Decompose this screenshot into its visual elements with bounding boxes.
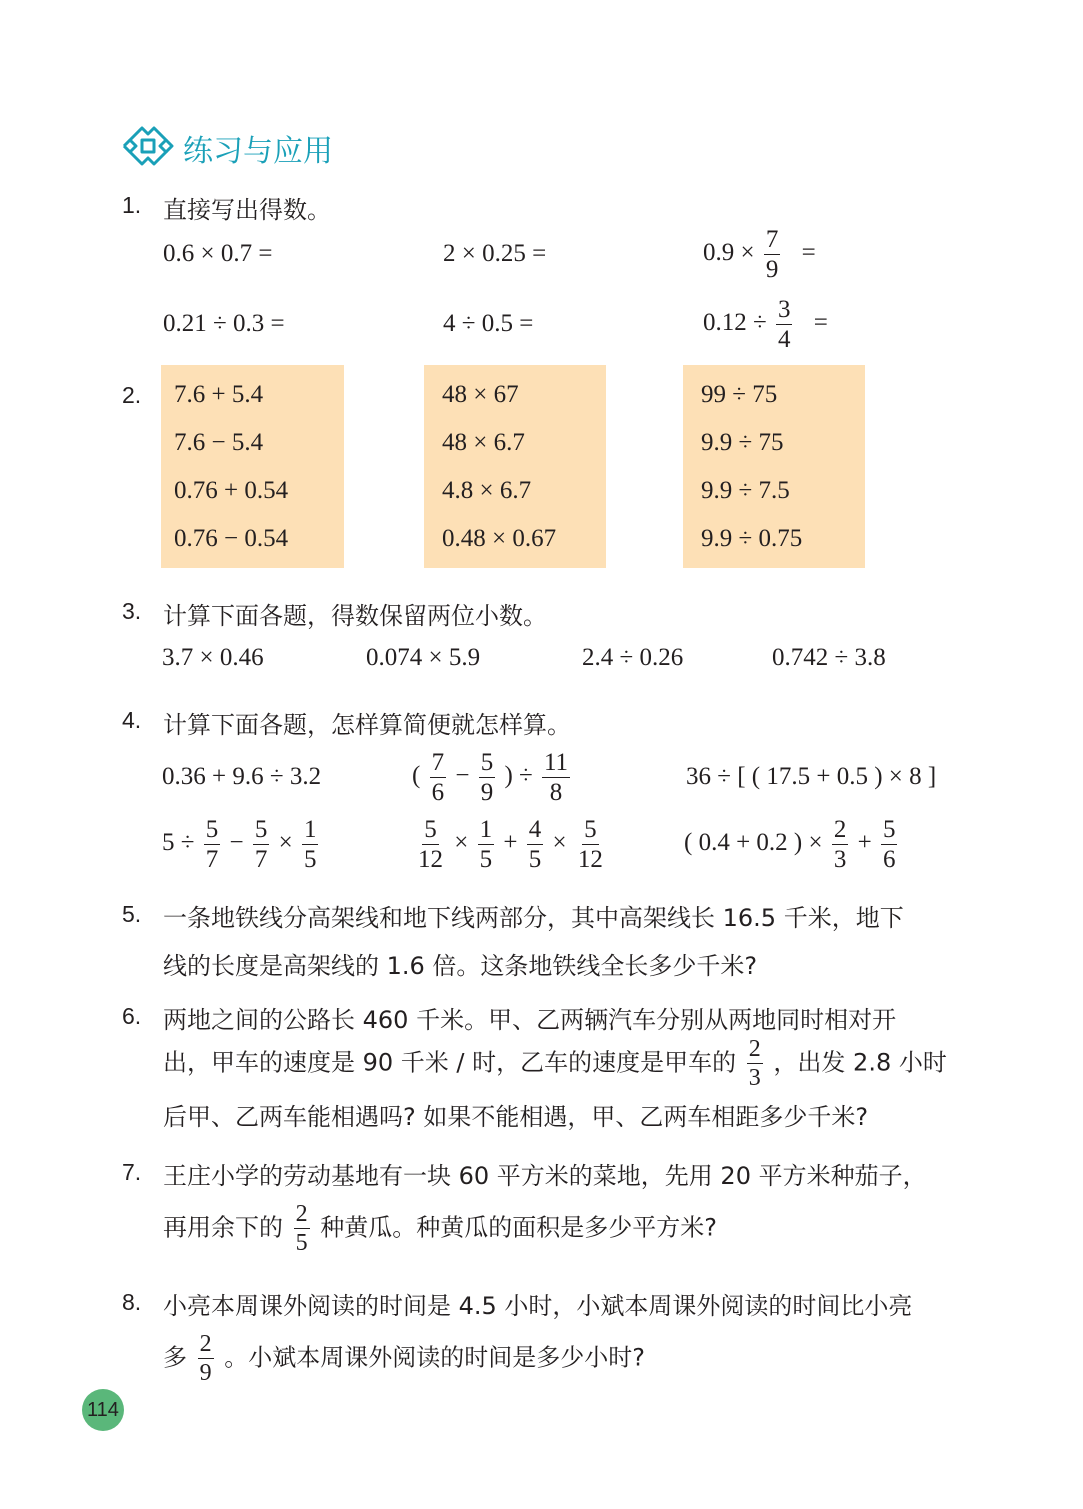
q4-text: 计算下面各题，怎样算简便就怎样算。 bbox=[163, 711, 571, 739]
q3-item: 0.742 ÷ 3.8 bbox=[772, 644, 886, 671]
q2-col2-item: 4.8 × 6.7 bbox=[442, 477, 532, 504]
q5-line1: 一条地铁线分高架线和地下线两部分，其中高架线长 16.5 千米，地下 bbox=[163, 904, 904, 932]
q2-col1-item: 0.76 + 0.54 bbox=[174, 477, 289, 504]
q7-number: 7. bbox=[122, 1159, 142, 1185]
q4-c: 36 ÷ [ ( 17.5 + 0.5 ) × 8 ] bbox=[686, 763, 937, 790]
q4-f: ( 0.4 + 0.2 ) × $\frac{2}{3}$ + $\frac{5}{6}$ bbox=[684, 816, 896, 873]
q3-item: 3.7 × 0.46 bbox=[162, 644, 264, 671]
q6-line3: 后甲、乙两车能相遇吗? 如果不能相遇，甲、乙两车相距多少千米? bbox=[163, 1103, 869, 1131]
q2-col3-item: 9.9 ÷ 75 bbox=[701, 429, 784, 456]
q4-d: 5 ÷ $\frac{5}{7}$ − $\frac{5}{7}$ × $\frac{1}{5}$ bbox=[162, 816, 317, 873]
q3-text: 计算下面各题，得数保留两位小数。 bbox=[163, 602, 547, 630]
q4-e: $\frac{5}{12}$ × $\frac{1}{5}$ + $\frac{4}{5}$ × $\frac{5}{12}$ bbox=[418, 816, 603, 873]
q1-r2c2: 4 ÷ 0.5 = bbox=[443, 310, 534, 337]
q2-col1-item: 7.6 + 5.4 bbox=[174, 381, 264, 408]
q2-col2-item: 0.48 × 0.67 bbox=[442, 525, 557, 552]
q2-number: 2. bbox=[122, 382, 142, 408]
q8-line2: 多 $\frac{2}{9}$ 。小斌本周课外阅读的时间是多少小时? bbox=[163, 1331, 646, 1386]
q2-col3-item: 9.9 ÷ 0.75 bbox=[701, 525, 803, 552]
puzzle-icon bbox=[120, 118, 176, 172]
q6-line2: 出，甲车的速度是 90 千米 / 时，乙车的速度是甲车的 $\frac{2}{3}$ ，出发 2.8 小时 bbox=[163, 1036, 947, 1091]
q1-number: 1. bbox=[122, 192, 142, 218]
q2-col3-item: 99 ÷ 75 bbox=[701, 381, 778, 408]
q8-line1: 小亮本周课外阅读的时间是 4.5 小时，小斌本周课外阅读的时间比小亮 bbox=[163, 1292, 913, 1320]
q3-number: 3. bbox=[122, 598, 142, 624]
q8-number: 8. bbox=[122, 1289, 142, 1315]
q5-number: 5. bbox=[122, 901, 142, 927]
q7-line1: 王庄小学的劳动基地有一块 60 平方米的菜地，先用 20 平方米种茄子， bbox=[163, 1162, 927, 1190]
q4-a: 0.36 + 9.6 ÷ 3.2 bbox=[162, 763, 322, 790]
section-title: 练习与应用 bbox=[183, 134, 333, 169]
q6-number: 6. bbox=[122, 1003, 142, 1029]
q4-b: ( $\frac{7}{6}$ − $\frac{5}{9}$ ) ÷ $\frac{11}{8}$ bbox=[412, 749, 569, 806]
q5-line2: 线的长度是高架线的 1.6 倍。这条地铁线全长多少千米? bbox=[163, 952, 758, 980]
q1-r2c3: 0.12 ÷ $\frac{3}{4}$ = bbox=[703, 296, 828, 353]
q4-number: 4. bbox=[122, 707, 142, 733]
q2-col2-item: 48 × 6.7 bbox=[442, 429, 525, 456]
q1-text: 直接写出得数。 bbox=[163, 196, 331, 224]
page-number-badge: 114 bbox=[82, 1389, 124, 1431]
q1-r1c3: 0.9 × $\frac{7}{9}$ = bbox=[703, 226, 816, 283]
q3-item: 2.4 ÷ 0.26 bbox=[582, 644, 684, 671]
q1-r1c2: 2 × 0.25 = bbox=[443, 240, 547, 267]
q2-col1-item: 7.6 − 5.4 bbox=[174, 429, 264, 456]
q2-col3-item: 9.9 ÷ 7.5 bbox=[701, 477, 790, 504]
q1-r2c1: 0.21 ÷ 0.3 = bbox=[163, 310, 285, 337]
q1-r1c1: 0.6 × 0.7 = bbox=[163, 240, 273, 267]
q7-line2: 再用余下的 $\frac{2}{5}$ 种黄瓜。种黄瓜的面积是多少平方米? bbox=[163, 1201, 718, 1256]
q2-col1-item: 0.76 − 0.54 bbox=[174, 525, 289, 552]
q2-col2-item: 48 × 67 bbox=[442, 381, 519, 408]
q3-item: 0.074 × 5.9 bbox=[366, 644, 481, 671]
q6-line1: 两地之间的公路长 460 千米。甲、乙两辆汽车分别从两地同时相对开 bbox=[163, 1006, 897, 1034]
